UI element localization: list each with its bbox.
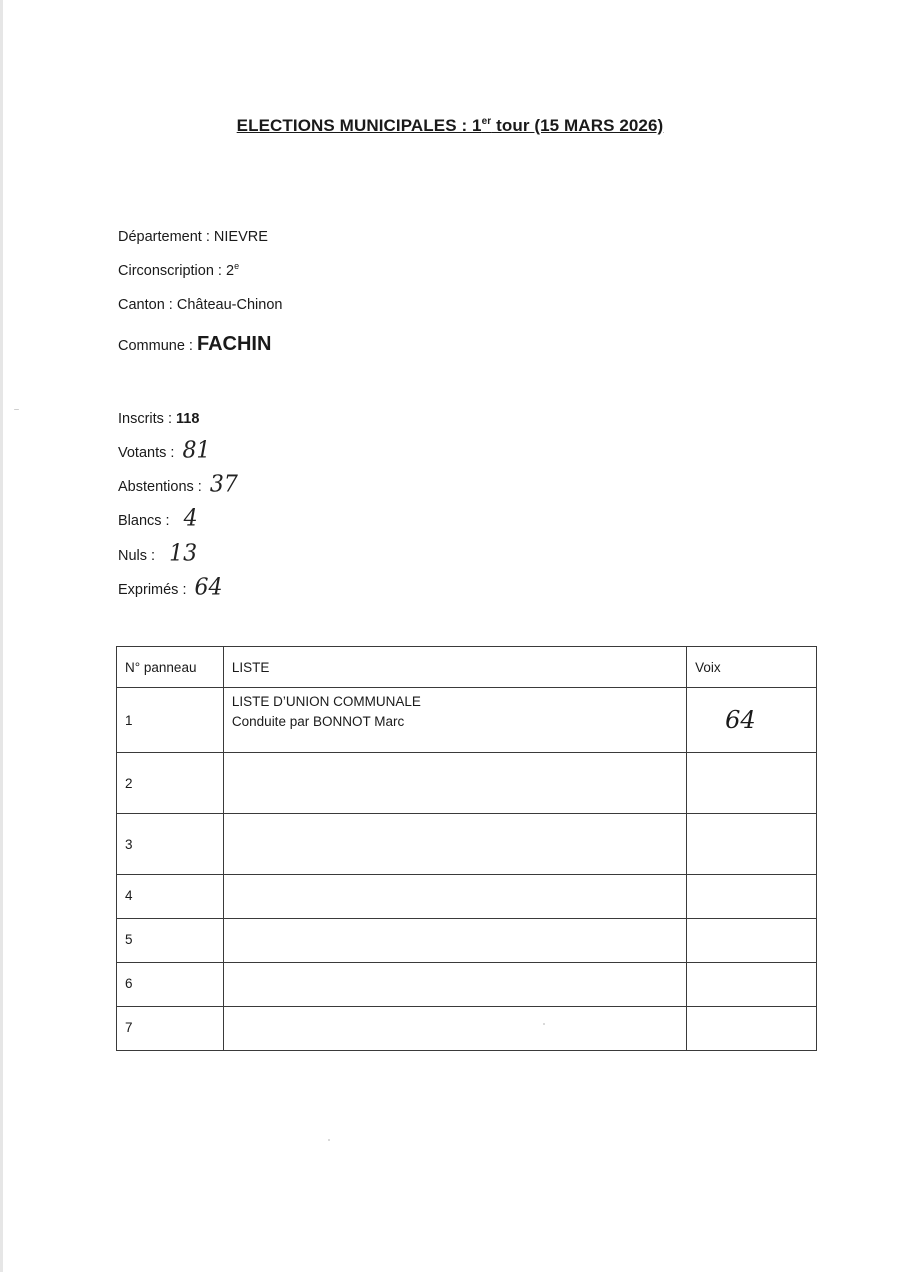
table-row [117, 814, 817, 875]
votants-field [118, 438, 210, 463]
exprimes-field [118, 575, 223, 600]
departement-value: NIEVRE [213, 229, 268, 245]
exprimes-label: Exprimés : [118, 582, 187, 598]
votants-handwritten-value: 81 [182, 437, 211, 464]
panneau-number: 2 [117, 753, 224, 814]
voix-cell [687, 688, 817, 753]
liste-name-cell [223, 963, 686, 1007]
voix-cell [687, 814, 817, 875]
commune-field [118, 333, 271, 356]
inscrits-field [118, 411, 199, 427]
voix-cell [687, 875, 817, 919]
panneau-number: 1 [117, 688, 224, 753]
table-row [117, 1007, 817, 1051]
liste-name: LISTE D’UNION COMMUNALE [231, 694, 421, 709]
blancs-handwritten-value: 4 [183, 505, 198, 532]
table-row [117, 688, 817, 753]
commune-label: Commune : [118, 338, 197, 354]
table-row [117, 919, 817, 963]
nuls-field [118, 541, 197, 566]
exprimes-handwritten-value: 64 [194, 574, 223, 601]
circonscription-field [118, 263, 239, 279]
commune-value: FACHIN [196, 333, 272, 355]
circonscription-sup: e [234, 261, 240, 271]
inscrits-value: 118 [176, 411, 200, 427]
liste-name-cell [223, 688, 686, 753]
voix-cell [687, 919, 817, 963]
blancs-label: Blancs : [118, 513, 170, 529]
liste-leader: Conduite par BONNOT Marc [231, 714, 405, 729]
abstentions-label: Abstentions : [118, 479, 202, 495]
panneau-number: 4 [117, 875, 224, 919]
nuls-label: Nuls : [118, 548, 156, 564]
votants-label: Votants : [118, 445, 175, 461]
blancs-field [118, 506, 198, 531]
liste-name-cell [223, 1007, 686, 1051]
document-title: ELECTIONS MUNICIPALES : 1er tour (15 MARS 2026) [236, 116, 664, 135]
liste-name-cell [223, 875, 686, 919]
header-voix: Voix [687, 647, 817, 688]
header-panneau: N° panneau [117, 647, 224, 688]
liste-name-cell [223, 753, 686, 814]
table-row [117, 753, 817, 814]
panneau-number: 5 [117, 919, 224, 963]
abstentions-field [118, 472, 238, 497]
liste-name-cell [223, 919, 686, 963]
voix-cell [687, 1007, 817, 1051]
departement-field [118, 229, 268, 245]
panneau-number: 6 [117, 963, 224, 1007]
canton-label: Canton : [118, 297, 177, 313]
table-header-row [117, 647, 817, 688]
page-edge [0, 0, 3, 1272]
voix-handwritten-value: 64 [725, 706, 756, 734]
departement-label: Département : [118, 229, 214, 245]
scan-speck [14, 409, 19, 410]
abstentions-handwritten-value: 37 [209, 471, 238, 498]
results-table [116, 646, 817, 1051]
canton-value: Château-Chinon [176, 297, 283, 313]
inscrits-label: Inscrits : [118, 411, 177, 427]
panneau-number: 7 [117, 1007, 224, 1051]
nuls-handwritten-value: 13 [169, 540, 198, 567]
scan-speck [328, 1139, 330, 1141]
circonscription-value: 2 [225, 263, 235, 279]
table-row [117, 875, 817, 919]
canton-field [118, 297, 282, 313]
panneau-number: 3 [117, 814, 224, 875]
table-row [117, 963, 817, 1007]
circonscription-label: Circonscription : [118, 263, 226, 279]
voix-cell [687, 753, 817, 814]
header-liste: LISTE [223, 647, 686, 688]
voix-cell [687, 963, 817, 1007]
scan-speck [543, 1023, 545, 1025]
liste-name-cell [223, 814, 686, 875]
